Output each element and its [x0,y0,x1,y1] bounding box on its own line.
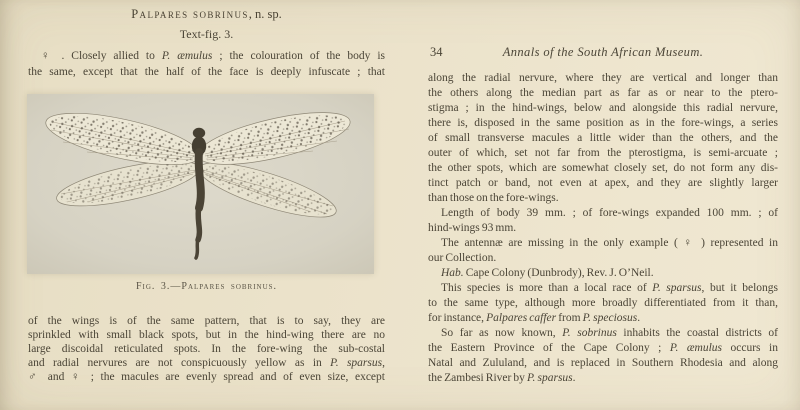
running-head [428,45,778,60]
running-title: Annals of the South African Museum. [502,45,704,59]
text-line: the others along the median part as far as or near to the ptero- [428,87,778,99]
page-number: 34 [430,45,443,59]
text-line: the Zambesi River by P. sparsus. [428,372,576,384]
measurements-paragraph [428,206,778,236]
continuation-paragraph [28,314,385,384]
text-line: large discoidal reticulated spots. In the fore-wing the sub-costal [28,343,385,355]
text-line: the Eastern Province of the Cape Colony ; P. æmulus occurs in [428,342,778,354]
text-line: stigma ; in the hind-wings, below and alongside this radial nervure, [428,102,778,114]
species-heading-suffix: , n. sp. [248,7,282,21]
text-line: sprinkled with small black spots, but in the hind-wing there are no [28,329,385,341]
text-line: So far as now known, P. sobrinus inhabits the coastal districts of [441,327,778,339]
distribution-paragraph [428,326,778,386]
text-line: of small transverse macules a little wider than the others, and the [428,132,778,144]
left-page [28,0,385,410]
body-paragraph [428,71,778,206]
right-page [428,0,778,410]
text-line: of the wings is of the same pattern, that is to say, they are [28,315,385,327]
text-line: than those on the fore-wings. [428,192,559,204]
figure-plate [27,94,374,274]
text-line: our Collection. [428,252,497,264]
right-page-body [428,71,778,386]
text-line: there is, disposed in the same position as in the fore-wings, a series [428,117,778,129]
habitat-paragraph [428,266,778,281]
text-line: and radial nervures are not conspicuously yellow as in P. sparsus, [28,357,385,369]
text-line: along the radial nervure, where they are vertical and longer than [428,72,778,84]
text-line: for instance, Palpares caffer from P. speciosus. [428,312,641,324]
text-line: Hab. Cape Colony (Dunbrody), Rev. J. O’Neil. [441,267,654,279]
text-line: Length of body 39 mm. ; of fore-wings expanded 100 mm. ; of [441,207,778,219]
text-line: the other spots, which are somewhat closely set, do not form any dis- [428,162,778,174]
text-line: tinct patch or band, not even at apex, and they are slightly larger [428,177,778,189]
text-line: to the same type, although more broadly differentiated from it than, [428,297,778,309]
species-heading [28,7,385,22]
species-name: Palpares sobrinus [131,7,249,21]
text-line: ♂ and ♀ ; the macules are evenly spread and of even size, except [28,371,385,383]
textfig-reference: Text-fig. 3. [179,27,234,41]
text-line: The antennæ are missing in the only example ( ♀ ) represented in [441,237,778,249]
comparison-paragraph [428,281,778,326]
text-line: hind-wings 93 mm. [428,222,517,234]
text-line: Natal and Zululand, and is replaced in Southern Rhodesia and along [428,357,778,369]
text-line: ♀ . Closely allied to P. æmulus ; the colouration of the body is [41,50,385,62]
intro-paragraph [28,48,385,80]
antlion-illustration [27,94,374,274]
text-line: outer of which, set not far from the pterostigma, is semi-arcuate ; [428,147,778,159]
figure-caption: Fig. 3.—Palpares sobrinus. [135,281,278,292]
text-line: the same, except that the half of the face is deeply infuscate ; that [28,66,385,78]
text-line: This species is more than a local race of P. sparsus, but it belongs [441,282,778,294]
antennae-paragraph [428,236,778,266]
